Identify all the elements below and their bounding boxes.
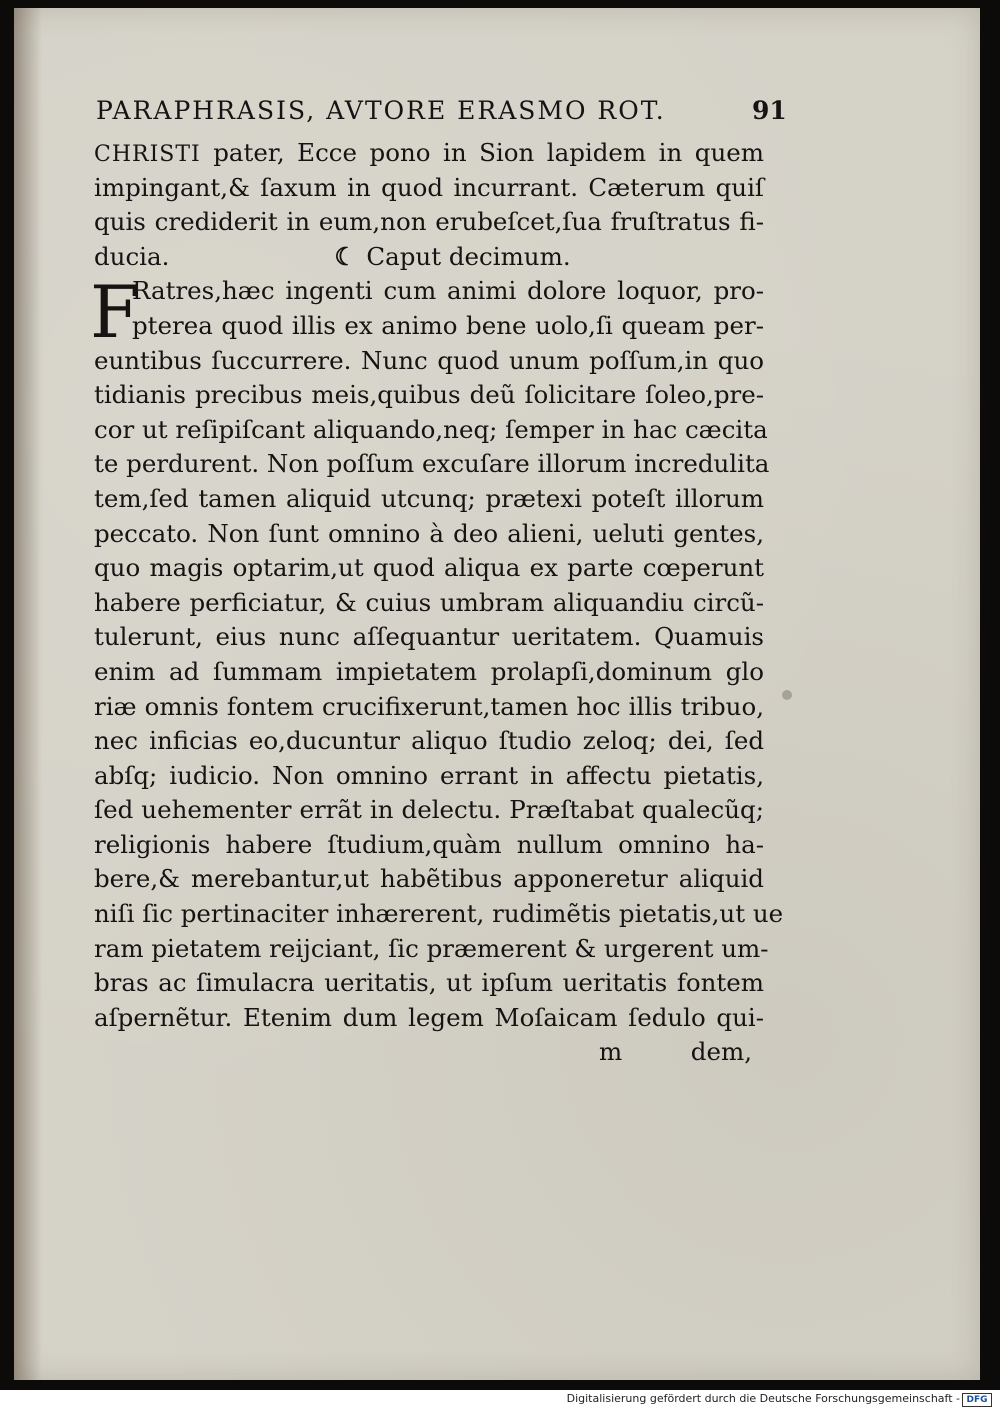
text-line: ram pietatem reijciant, ſic præmerent & urgerent um-: [94, 933, 769, 963]
chapter-heading: Caput decimum.: [366, 241, 571, 271]
text-line: habere perficiatur, & cuius umbram aliquandiu circũ-: [94, 587, 764, 617]
text-line: enim ad ſummam impietatem prolapſi,dominum glo: [94, 656, 764, 686]
text-line: quo magis optarim,ut quod aliqua ex parte cœperunt: [94, 553, 764, 583]
digitization-credit: Digitalisierung gefördert durch die Deutsche Forschungsgemeinschaft -: [566, 1392, 960, 1405]
text-block: [90, 136, 784, 1070]
text-line: niſi ſic pertinaciter inhærerent, rudimẽtis pietatis,ut ue: [94, 899, 784, 929]
text-line: aſpernẽtur. Etenim dum legem Moſaicam ſedulo qui-: [94, 1002, 764, 1032]
text-line: euntibus ſuccurrere. Nunc quod unum poſſum,in quo: [94, 345, 764, 375]
running-head: PARAPHRASIS, AVTORE ERASMO ROT.: [96, 96, 666, 125]
folio-number: 91: [752, 96, 787, 125]
text-line: pterea quod illis ex animo bene uolo,ſi queam per-: [132, 310, 764, 340]
text-line: ſed uehementer errãt in delectu. Præſtabat qualecũq;: [94, 795, 764, 825]
text-line: religionis habere ſtudium,quàm nullum omnino ha-: [94, 829, 764, 859]
first-word: CHRISTI: [94, 142, 201, 167]
text-line: Ratres,hæc ingenti cum animi dolore loquor, pro-: [132, 276, 764, 306]
text-line: bras ac ſimulacra ueritatis, ut ipſum ueritatis fontem: [94, 968, 764, 998]
text-line: cor ut reſipiſcant aliquando,neq; ſemper in hac cæcita: [94, 414, 768, 444]
catchword: dem,: [690, 1037, 752, 1067]
chapter-heading-line: [94, 240, 764, 275]
signature-mark: m: [599, 1037, 623, 1067]
text-line: abſq; iudicio. Non omnino errant in affectu pietatis,: [94, 760, 764, 790]
book-page: [14, 8, 980, 1380]
dfg-logo: DFG: [962, 1393, 992, 1407]
text-line: tidianis precibus meis,quibus deũ ſolicitare ſoleo,pre-: [94, 380, 764, 410]
text-line: [94, 136, 764, 171]
text-line: nec inficias eo,ducuntur aliquo ſtudio zeloq; dei, ſed: [94, 726, 764, 756]
text-line: quis crediderit in eum,non erubeſcet,ſua fruſtratus fi-: [94, 207, 764, 237]
paragraph-mark-icon: ☾: [334, 241, 357, 271]
text-line: bere,& merebantur,ut habẽtibus apponeretur aliquid: [94, 864, 764, 894]
catchword-line: [94, 1035, 764, 1070]
text-line: tem,ſed tamen aliquid utcunq; prætexi poteſt illorum: [94, 483, 764, 513]
ink-smudge: [782, 690, 792, 700]
body-lines: [94, 274, 784, 1035]
text-line: riæ omnis fontem crucifixerunt,tamen hoc illis tribuo,: [94, 691, 764, 721]
text-line: impingant,& ſaxum in quod incurrant. Cæterum quiſ: [94, 172, 764, 202]
text-line: te perdurent. Non poſſum excuſare illorum incredulita: [94, 449, 770, 479]
text-line: tulerunt, eius nunc aſſequantur ueritatem. Quamuis: [94, 622, 764, 652]
line-text: pater, Ecce pono in Sion lapidem in quem: [200, 138, 764, 167]
line-text: ducia.: [94, 241, 170, 271]
spine-shadow: [14, 8, 42, 1380]
drop-cap: F: [90, 270, 140, 354]
text-line: peccato. Non ſunt omnino à deo alieni, ueluti gentes,: [94, 518, 764, 548]
